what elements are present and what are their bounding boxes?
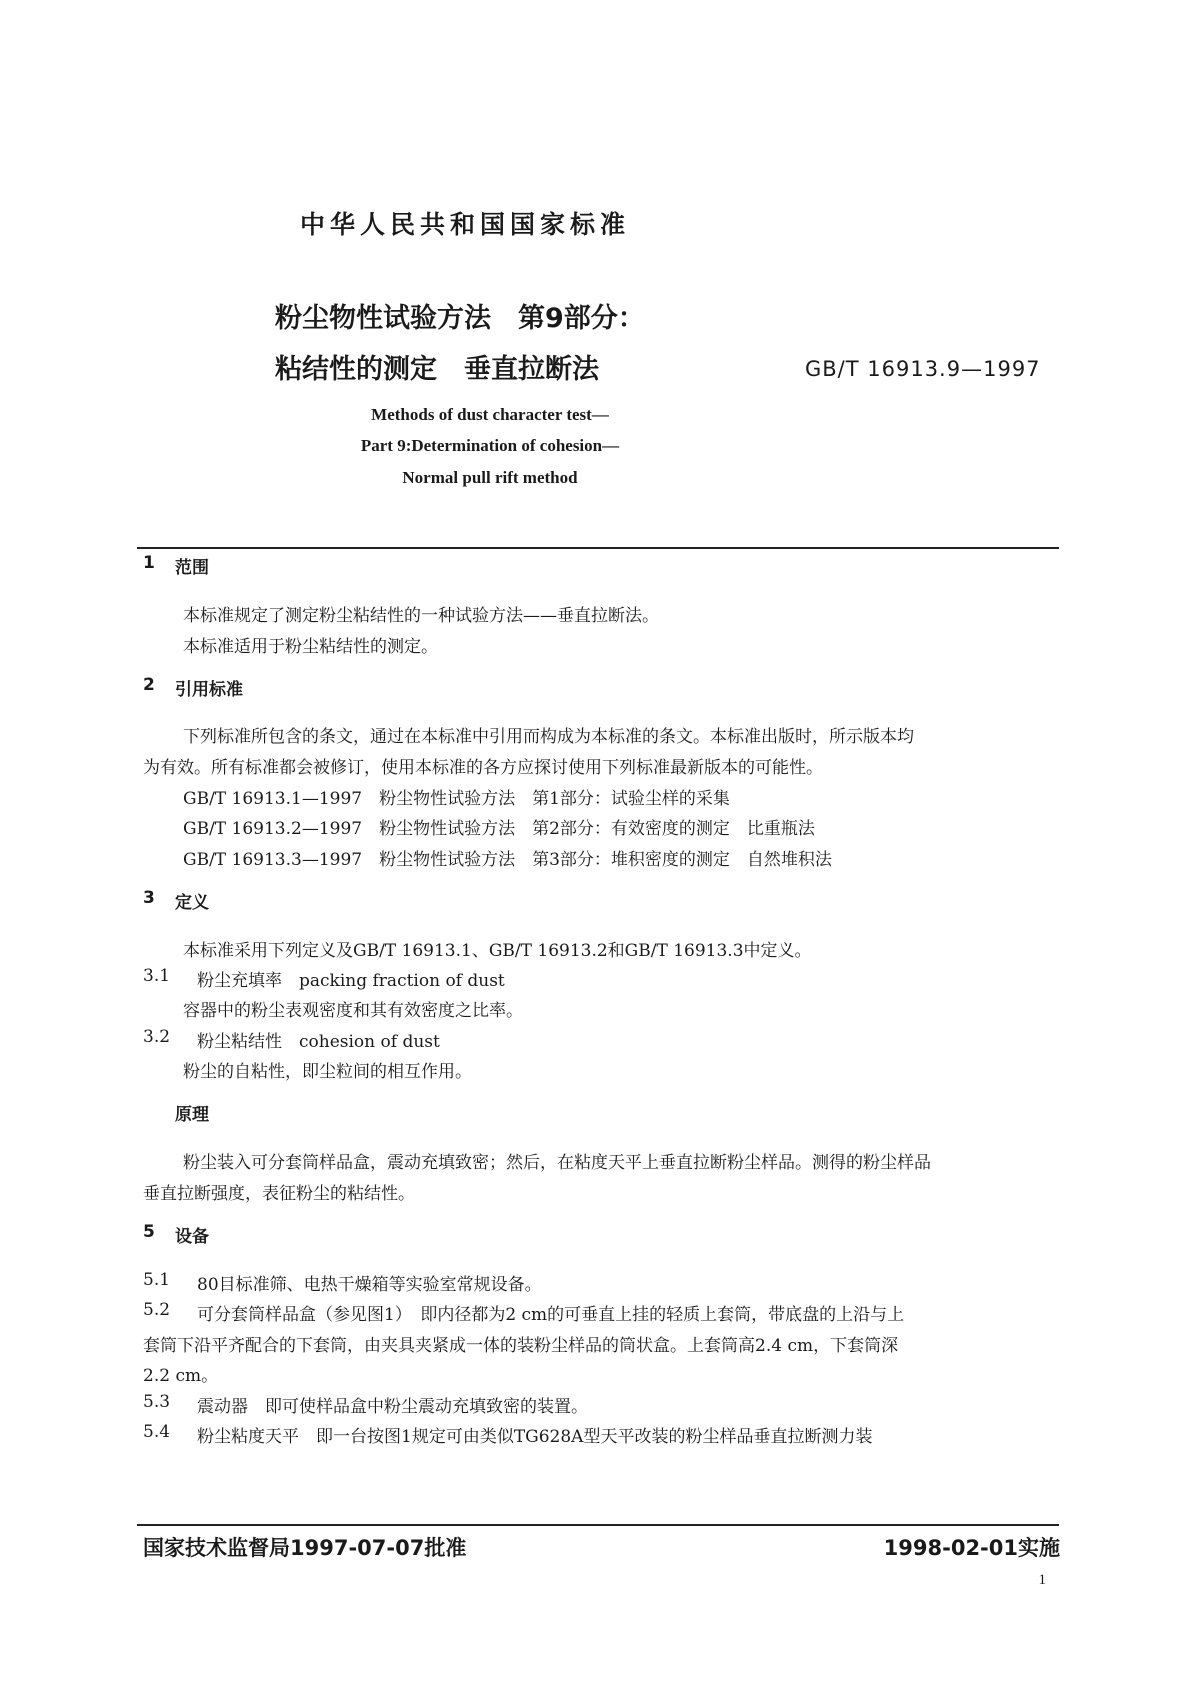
- item-5-4-text: 粉尘粘度天平 即一台按图1规定可由类似TG628A型天平改装的粉尘样品垂直拉断测力装: [197, 1427, 873, 1447]
- definition-3-1-term: 粉尘充填率 packing fraction of dust: [197, 971, 505, 991]
- item-5-3-number: 5.3: [143, 1392, 171, 1412]
- item-5-3-text: 震动器 即可使样品盒中粉尘震动充填致密的装置。: [197, 1397, 588, 1417]
- item-5-2-text-line-2: 套筒下沿平齐配合的下套筒，由夹具夹紧成一体的装粉尘样品的筒状盒。上套筒高2.4 cm，下套筒深: [143, 1336, 899, 1356]
- header-divider: [137, 547, 1059, 549]
- item-5-2-text-line-3: 2.2 cm。: [143, 1366, 219, 1386]
- section-1-paragraph-1: 本标准规定了测定粉尘粘结性的一种试验方法——垂直拉断法。: [183, 606, 659, 626]
- section-4-paragraph-line-2: 垂直拉断强度，表征粉尘的粘结性。: [143, 1184, 415, 1204]
- section-2-paragraph-line-1: 下列标准所包含的条文，通过在本标准中引用而构成为本标准的条文。本标准出版时，所示版本均: [183, 727, 914, 747]
- definition-3-2-number: 3.2: [143, 1027, 171, 1047]
- section-1-number: 1: [143, 553, 155, 573]
- section-4-paragraph-line-1: 粉尘装入可分套筒样品盒，震动充填致密；然后，在粘度天平上垂直拉断粉尘样品。测得的粉尘样品: [183, 1153, 931, 1173]
- section-2-paragraph-line-2: 为有效。所有标准都会被修订，使用本标准的各方应探讨使用下列标准最新版本的可能性。: [143, 758, 823, 778]
- page-number: 1: [1038, 1572, 1046, 1588]
- section-3-number: 3: [143, 888, 155, 908]
- english-title-line-3: Normal pull rift method: [402, 468, 578, 487]
- reference-standard-2: GB/T 16913.2—1997 粉尘物性试验方法 第2部分：有效密度的测定 比重瓶法: [183, 819, 815, 839]
- approval-date: 国家技术监督局1997-07-07批准: [143, 1536, 467, 1560]
- footer-divider: [137, 1524, 1059, 1526]
- section-4-heading: 原理: [175, 1105, 209, 1125]
- english-title-line-1: Methods of dust character test—: [371, 405, 609, 424]
- definition-3-2-term: 粉尘粘结性 cohesion of dust: [197, 1032, 440, 1052]
- item-5-1-number: 5.1: [143, 1270, 171, 1290]
- english-title-line-2: Part 9:Determination of cohesion—: [360, 436, 620, 455]
- item-5-2-text-line-1: 可分套筒样品盒（参见图1） 即内径都为2 cm的可垂直上挂的轻质上套筒，带底盘的上沿与上: [197, 1305, 905, 1325]
- section-2-number: 2: [143, 675, 155, 695]
- section-3-paragraph: 本标准采用下列定义及GB/T 16913.1、GB/T 16913.2和GB/T 16913.3中定义。: [183, 941, 812, 961]
- section-5-number: 5: [143, 1222, 155, 1242]
- standard-code: GB/T 16913.9—1997: [805, 357, 1041, 381]
- definition-3-1-number: 3.1: [143, 966, 171, 986]
- item-5-2-number: 5.2: [143, 1300, 171, 1320]
- section-1-heading: 范围: [175, 558, 209, 578]
- standard-title-line-1: 粉尘物性试验方法 第9部分：: [275, 303, 645, 334]
- definition-3-1-text: 容器中的粉尘表观密度和其有效密度之比率。: [183, 1001, 523, 1021]
- standard-title-line-2: 粘结性的测定 垂直拉断法: [275, 354, 599, 385]
- definition-3-2-text: 粉尘的自粘性，即尘粒间的相互作用。: [183, 1062, 472, 1082]
- item-5-1-text: 80目标准筛、电热干燥箱等实验室常规设备。: [197, 1275, 542, 1295]
- section-3-heading: 定义: [175, 893, 209, 913]
- reference-standard-1: GB/T 16913.1—1997 粉尘物性试验方法 第1部分：试验尘样的采集: [183, 789, 730, 809]
- effective-date: 1998-02-01实施: [883, 1536, 1060, 1560]
- item-5-4-number: 5.4: [143, 1422, 171, 1442]
- section-2-heading: 引用标准: [175, 680, 243, 700]
- issuing-authority-title: 中华人民共和国国家标准: [300, 210, 631, 239]
- reference-standard-3: GB/T 16913.3—1997 粉尘物性试验方法 第3部分：堆积密度的测定 自然堆积法: [183, 850, 832, 870]
- section-5-heading: 设备: [175, 1227, 209, 1247]
- section-1-paragraph-2: 本标准适用于粉尘粘结性的测定。: [183, 637, 438, 657]
